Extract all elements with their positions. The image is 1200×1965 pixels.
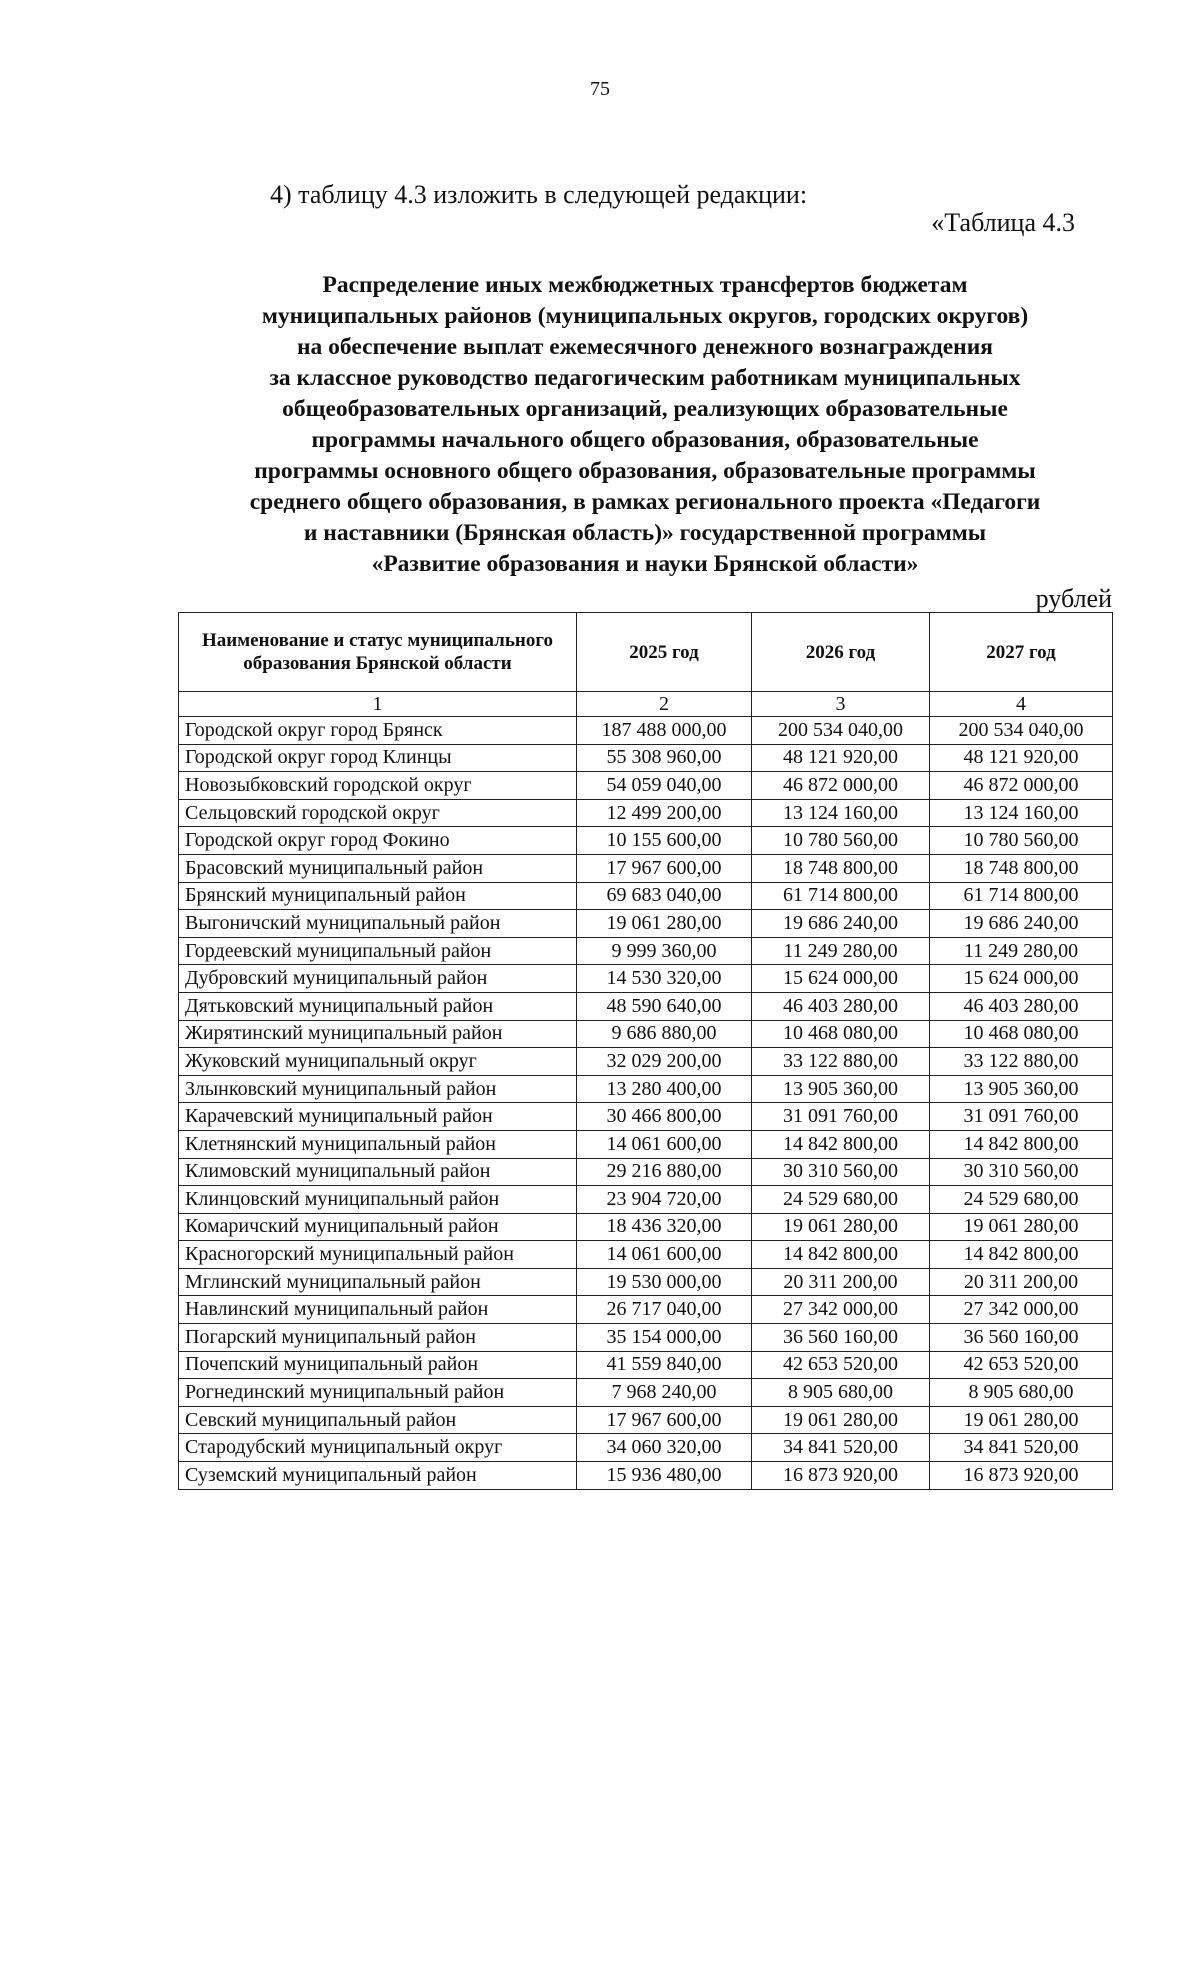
municipality-name-cell: Сельцовский городской округ — [179, 799, 577, 827]
municipality-name-cell: Гордеевский муниципальный район — [179, 937, 577, 965]
amount-2027-cell: 14 842 800,00 — [930, 1130, 1113, 1158]
amount-2025-cell: 14 061 600,00 — [577, 1241, 752, 1269]
amount-2027-cell: 27 342 000,00 — [930, 1296, 1113, 1324]
amount-2027-cell: 13 905 360,00 — [930, 1075, 1113, 1103]
amount-2025-cell: 23 904 720,00 — [577, 1186, 752, 1214]
municipality-name-cell: Городской округ город Клинцы — [179, 744, 577, 772]
table-row — [179, 1379, 1113, 1407]
amount-2027-cell: 20 311 200,00 — [930, 1268, 1113, 1296]
municipality-name-cell: Суземский муниципальный район — [179, 1462, 577, 1490]
amount-2027-cell: 31 091 760,00 — [930, 1103, 1113, 1131]
table-row — [179, 1158, 1113, 1186]
amount-2026-cell: 33 122 880,00 — [752, 1048, 930, 1076]
amount-2025-cell: 69 683 040,00 — [577, 882, 752, 910]
amount-2026-cell: 31 091 760,00 — [752, 1103, 930, 1131]
title-line: муниципальных районов (муниципальных округов, городских округов) — [261, 303, 1029, 329]
column-number-row — [179, 692, 1113, 717]
amount-2026-cell: 42 653 520,00 — [752, 1351, 930, 1379]
amount-2027-cell: 24 529 680,00 — [930, 1186, 1113, 1214]
table-row — [179, 1434, 1113, 1462]
amount-2025-cell: 54 059 040,00 — [577, 772, 752, 800]
table-row — [179, 882, 1113, 910]
amount-2025-cell: 14 530 320,00 — [577, 965, 752, 993]
amount-2026-cell: 10 468 080,00 — [752, 1020, 930, 1048]
table-row — [179, 1462, 1113, 1490]
amount-2026-cell: 16 873 920,00 — [752, 1462, 930, 1490]
table-row — [179, 1186, 1113, 1214]
amount-2026-cell: 8 905 680,00 — [752, 1379, 930, 1407]
table-row — [179, 744, 1113, 772]
municipality-name-cell: Мглинский муниципальный район — [179, 1268, 577, 1296]
amount-2027-cell: 11 249 280,00 — [930, 937, 1113, 965]
amount-2027-cell: 61 714 800,00 — [930, 882, 1113, 910]
municipality-name-cell: Стародубский муниципальный округ — [179, 1434, 577, 1462]
amount-2026-cell: 200 534 040,00 — [752, 717, 930, 745]
amount-2025-cell: 9 686 880,00 — [577, 1020, 752, 1048]
amount-2027-cell: 33 122 880,00 — [930, 1048, 1113, 1076]
amount-2027-cell: 13 124 160,00 — [930, 799, 1113, 827]
amount-2025-cell: 17 967 600,00 — [577, 854, 752, 882]
municipality-name-cell: Клинцовский муниципальный район — [179, 1186, 577, 1214]
amount-2026-cell: 30 310 560,00 — [752, 1158, 930, 1186]
amount-2026-cell: 20 311 200,00 — [752, 1268, 930, 1296]
column-header-2026: 2026 год — [752, 613, 930, 692]
amount-2026-cell: 18 748 800,00 — [752, 854, 930, 882]
municipality-name-cell: Городской округ город Брянск — [179, 717, 577, 745]
table-body — [179, 717, 1113, 1490]
amount-2026-cell: 48 121 920,00 — [752, 744, 930, 772]
allocation-table — [178, 612, 1113, 1490]
amount-2025-cell: 7 968 240,00 — [577, 1379, 752, 1407]
amount-2025-cell: 14 061 600,00 — [577, 1130, 752, 1158]
amount-2027-cell: 10 780 560,00 — [930, 827, 1113, 855]
amount-2025-cell: 48 590 640,00 — [577, 992, 752, 1020]
units-label: рублей — [1035, 584, 1112, 613]
amount-2027-cell: 46 403 280,00 — [930, 992, 1113, 1020]
table-row — [179, 1241, 1113, 1269]
amount-2027-cell: 8 905 680,00 — [930, 1379, 1113, 1407]
column-number: 1 — [179, 692, 577, 717]
table-row — [179, 1213, 1113, 1241]
municipality-name-cell: Выгоничский муниципальный район — [179, 910, 577, 938]
table-reference: «Таблица 4.3 — [931, 208, 1075, 237]
title-line: общеобразовательных организаций, реализующих образовательные — [282, 396, 1008, 422]
table-row — [179, 937, 1113, 965]
table-row — [179, 965, 1113, 993]
table-row — [179, 854, 1113, 882]
amount-2027-cell: 15 624 000,00 — [930, 965, 1113, 993]
table-row — [179, 772, 1113, 800]
municipality-name-cell: Жирятинский муниципальный район — [179, 1020, 577, 1048]
column-header-2027: 2027 год — [930, 613, 1113, 692]
amount-2026-cell: 11 249 280,00 — [752, 937, 930, 965]
municipality-name-cell: Городской округ город Фокино — [179, 827, 577, 855]
municipality-name-cell: Карачевский муниципальный район — [179, 1103, 577, 1131]
table-header-row — [179, 613, 1113, 692]
municipality-name-cell: Дятьковский муниципальный район — [179, 992, 577, 1020]
amount-2025-cell: 32 029 200,00 — [577, 1048, 752, 1076]
amount-2025-cell: 34 060 320,00 — [577, 1434, 752, 1462]
amount-2027-cell: 48 121 920,00 — [930, 744, 1113, 772]
amount-2027-cell: 19 061 280,00 — [930, 1406, 1113, 1434]
amount-2026-cell: 61 714 800,00 — [752, 882, 930, 910]
title-line: «Развитие образования и науки Брянской области» — [371, 551, 919, 577]
amount-2026-cell: 13 124 160,00 — [752, 799, 930, 827]
municipality-name-cell: Климовский муниципальный район — [179, 1158, 577, 1186]
amount-2027-cell: 19 061 280,00 — [930, 1213, 1113, 1241]
municipality-name-cell: Рогнединский муниципальный район — [179, 1379, 577, 1407]
amount-2027-cell: 42 653 520,00 — [930, 1351, 1113, 1379]
column-number: 4 — [930, 692, 1113, 717]
table-row — [179, 1075, 1113, 1103]
municipality-name-cell: Злынковский муниципальный район — [179, 1075, 577, 1103]
amount-2025-cell: 17 967 600,00 — [577, 1406, 752, 1434]
amount-2027-cell: 36 560 160,00 — [930, 1324, 1113, 1352]
table-row — [179, 827, 1113, 855]
table-row — [179, 1324, 1113, 1352]
table-row — [179, 910, 1113, 938]
amount-2025-cell: 12 499 200,00 — [577, 799, 752, 827]
amount-2027-cell: 16 873 920,00 — [930, 1462, 1113, 1490]
intro-paragraph: 4) таблицу 4.3 изложить в следующей редакции: — [270, 180, 808, 209]
table-title — [150, 270, 1140, 580]
amount-2026-cell: 14 842 800,00 — [752, 1130, 930, 1158]
amount-2025-cell: 18 436 320,00 — [577, 1213, 752, 1241]
amount-2026-cell: 14 842 800,00 — [752, 1241, 930, 1269]
amount-2026-cell: 24 529 680,00 — [752, 1186, 930, 1214]
title-line: среднего общего образования, в рамках регионального проекта «Педагоги — [249, 489, 1041, 515]
amount-2025-cell: 29 216 880,00 — [577, 1158, 752, 1186]
amount-2025-cell: 35 154 000,00 — [577, 1324, 752, 1352]
amount-2025-cell: 13 280 400,00 — [577, 1075, 752, 1103]
amount-2027-cell: 30 310 560,00 — [930, 1158, 1113, 1186]
title-line: на обеспечение выплат ежемесячного денежного вознаграждения — [297, 334, 993, 360]
amount-2026-cell: 19 061 280,00 — [752, 1406, 930, 1434]
municipality-name-cell: Дубровский муниципальный район — [179, 965, 577, 993]
amount-2026-cell: 34 841 520,00 — [752, 1434, 930, 1462]
column-number: 2 — [577, 692, 752, 717]
amount-2027-cell: 200 534 040,00 — [930, 717, 1113, 745]
amount-2025-cell: 41 559 840,00 — [577, 1351, 752, 1379]
municipality-name-cell: Брасовский муниципальный район — [179, 854, 577, 882]
table-row — [179, 1130, 1113, 1158]
municipality-name-cell: Навлинский муниципальный район — [179, 1296, 577, 1324]
amount-2026-cell: 10 780 560,00 — [752, 827, 930, 855]
amount-2025-cell: 9 999 360,00 — [577, 937, 752, 965]
table-row — [179, 717, 1113, 745]
title-line: за классное руководство педагогическим работникам муниципальных — [269, 365, 1021, 391]
title-line: программы начального общего образования, образовательные — [311, 427, 979, 453]
amount-2027-cell: 14 842 800,00 — [930, 1241, 1113, 1269]
amount-2025-cell: 187 488 000,00 — [577, 717, 752, 745]
amount-2025-cell: 55 308 960,00 — [577, 744, 752, 772]
title-line: и наставники (Брянская область)» государственной программы — [303, 520, 987, 546]
amount-2025-cell: 19 530 000,00 — [577, 1268, 752, 1296]
amount-2027-cell: 46 872 000,00 — [930, 772, 1113, 800]
municipality-name-cell: Почепский муниципальный район — [179, 1351, 577, 1379]
table-row — [179, 1103, 1113, 1131]
amount-2026-cell: 46 872 000,00 — [752, 772, 930, 800]
amount-2025-cell: 26 717 040,00 — [577, 1296, 752, 1324]
amount-2025-cell: 19 061 280,00 — [577, 910, 752, 938]
amount-2026-cell: 27 342 000,00 — [752, 1296, 930, 1324]
amount-2026-cell: 19 061 280,00 — [752, 1213, 930, 1241]
column-header-2025: 2025 год — [577, 613, 752, 692]
amount-2027-cell: 18 748 800,00 — [930, 854, 1113, 882]
title-line: Распределение иных межбюджетных трансфертов бюджетам — [322, 272, 968, 298]
title-line: программы основного общего образования, образовательные программы — [254, 458, 1036, 484]
municipality-name-cell: Погарский муниципальный район — [179, 1324, 577, 1352]
amount-2026-cell: 15 624 000,00 — [752, 965, 930, 993]
table-row — [179, 1351, 1113, 1379]
amount-2026-cell: 36 560 160,00 — [752, 1324, 930, 1352]
amount-2027-cell: 10 468 080,00 — [930, 1020, 1113, 1048]
amount-2025-cell: 15 936 480,00 — [577, 1462, 752, 1490]
amount-2027-cell: 34 841 520,00 — [930, 1434, 1113, 1462]
table-row — [179, 799, 1113, 827]
table-row — [179, 1048, 1113, 1076]
municipality-name-cell: Новозыбковский городской округ — [179, 772, 577, 800]
table-row — [179, 1268, 1113, 1296]
page-number: 75 — [590, 78, 610, 100]
municipality-name-cell: Севский муниципальный район — [179, 1406, 577, 1434]
table-row — [179, 992, 1113, 1020]
column-number: 3 — [752, 692, 930, 717]
amount-2026-cell: 46 403 280,00 — [752, 992, 930, 1020]
table-row — [179, 1020, 1113, 1048]
amount-2026-cell: 19 686 240,00 — [752, 910, 930, 938]
column-header-municipality: Наименование и статус муниципального образования Брянской области — [179, 613, 577, 692]
municipality-name-cell: Красногорский муниципальный район — [179, 1241, 577, 1269]
amount-2025-cell: 10 155 600,00 — [577, 827, 752, 855]
amount-2025-cell: 30 466 800,00 — [577, 1103, 752, 1131]
table-row — [179, 1296, 1113, 1324]
municipality-name-cell: Клетнянский муниципальный район — [179, 1130, 577, 1158]
municipality-name-cell: Жуковский муниципальный округ — [179, 1048, 577, 1076]
amount-2026-cell: 13 905 360,00 — [752, 1075, 930, 1103]
municipality-name-cell: Комаричский муниципальный район — [179, 1213, 577, 1241]
municipality-name-cell: Брянский муниципальный район — [179, 882, 577, 910]
amount-2027-cell: 19 686 240,00 — [930, 910, 1113, 938]
table-row — [179, 1406, 1113, 1434]
